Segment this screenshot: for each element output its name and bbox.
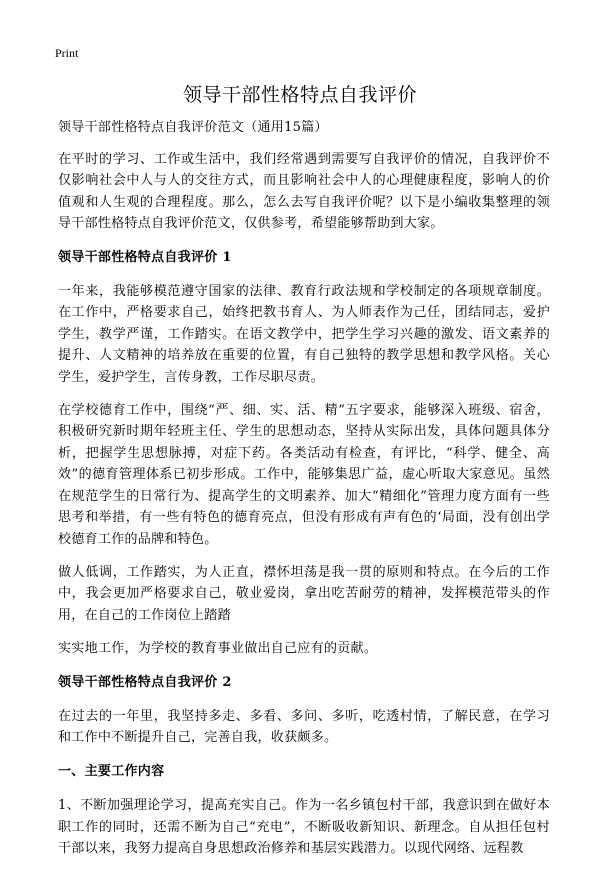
section-heading-2: 领导干部性格特点自我评价 2	[58, 674, 232, 690]
page-title: 领导干部性格特点自我评价	[182, 84, 417, 106]
paragraph: 在过去的一年里，我坚持多走、多看、多问、多听，吃透村情，了解民意，在学习和工作中不断提升自己，完善自我，收获颇多。	[58, 708, 550, 746]
section-heading-1: 领导干部性格特点自我评价 1	[58, 249, 232, 265]
paragraph: 1、不断加强理论学习，提高充实自己。作为一名乡镇包村干部，我意识到在做好本职工作的同时，还需不断为自己“充电”，不断吸收新知识、新理念。自从担任包村干部以来，我努力提高自身思想政治修养和基层实践潜力。以现代网络、远程教	[58, 798, 550, 856]
intro-paragraph: 在平时的学习、工作或生活中，我们经常遇到需要写自我评价的情况，自我评价不仅影响社会中人与人的交往方式，而且影响社会中人的心理健康程度，影响人的价值观和人生观的合理程度。那么，怎么去写自我评价呢？以下是小编收集整理的领导干部性格特点自我评价范文，仅供参考，希望能够帮助到大家。	[58, 152, 550, 232]
paragraph: 一年来，我能够模范遵守国家的法律、教育行政法规和学校制定的各项规章制度。在工作中，严格要求自己，始终把教书育人、为人师表作为己任，团结同志，爱护学生，教学严谨，工作踏实。在语文教学中，把学生学习兴趣的激发、语文素养的提升、人文精神的培养放在重要的位置，有自己独特的教学思想和教学风格。关心学生，爱护学生，言传身教，工作尽职尽责。	[58, 284, 550, 385]
article-body	[58, 118, 550, 871]
article-subtitle: 领导干部性格特点自我评价范文（通用15篇）	[58, 120, 328, 135]
paragraph: 做人低调，工作踏实，为人正直，襟怀坦荡是我一贯的原则和特点。在今后的工作中，我会更加严格要求自己，敬业爱岗，拿出吃苦耐劳的精神，发挥模范带头的作用，在自己的工作岗位上踏踏	[58, 564, 550, 623]
print-link[interactable]: Print	[55, 46, 79, 60]
paragraph: 在学校德育工作中，围绕“严、细、实、活、精”五字要求，能够深入班级、宿舍，积极研究新时期年轻班主任、学生的思想动态，坚持从实际出发，具体问题具体分析，把握学生思想脉搏，对症下药。各类活动有检查，有评比，“科学、健全、高效”的德育管理体系已初步形成。工作中，能够集思广益，虚心听取大家意见。虽然在规范学生的日常行为、提高学生的文明素养、加大“精细化”管理力度方面有一些思考和举措，有一些有特色的德育亮点，但没有形成有声有色的‘局面，没有创出学校德育工作的品牌和特色。	[58, 403, 550, 547]
paragraph: 实实地工作，为学校的教育事业做出自己应有的贡献。	[58, 641, 378, 657]
section-heading-3: 一、主要工作内容	[58, 763, 165, 779]
